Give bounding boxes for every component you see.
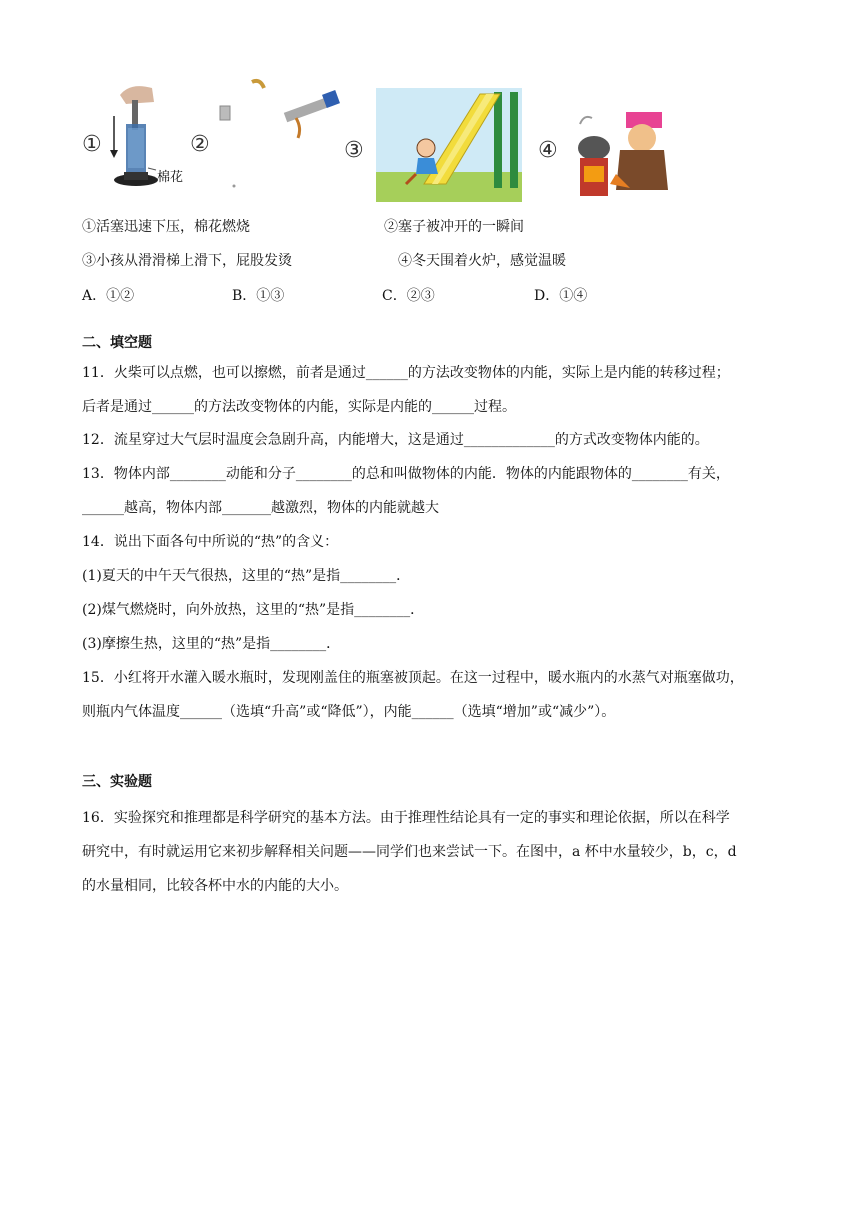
question-16-line-2: 研究中，有时就运用它来初步解释相关问题——同学们也来尝试一下。在图中，a 杯中水量较少，b，c，d (82, 844, 737, 860)
question-13-line-2: ______越高，物体内部_______越激烈，物体的内能就越大 (82, 500, 439, 516)
question-11-line-2: 后者是通过______的方法改变物体的内能，实际是内能的______过程。 (82, 399, 516, 415)
caption-2: ②塞子被冲开的一瞬间 (384, 219, 524, 235)
figure-1-label: ① (82, 132, 102, 157)
option-d: D．①④ (534, 288, 588, 304)
question-16-line-3: 的水量相同，比较各杯中水的内能的大小。 (82, 878, 348, 894)
option-b: B．①③ (232, 288, 285, 304)
slide-child-figure (376, 88, 522, 202)
question-14-part-3: (3)摩擦生热，这里的“热”是指________． (82, 636, 341, 652)
stove-child-figure (570, 104, 670, 200)
question-14-part-1: (1)夏天的中午天气很热，这里的“热”是指________． (82, 568, 411, 584)
question-14: 14．说出下面各句中所说的“热”的含义： (82, 534, 339, 550)
question-15-line-2: 则瓶内气体温度______（选填“升高”或“降低”），内能______（选填“增加”或“减少”）。 (82, 704, 616, 720)
cotton-label: 棉花 (157, 170, 184, 185)
section-3-title: 三、实验题 (82, 774, 152, 790)
question-11-line-1: 11．火柴可以点燃，也可以擦燃，前者是通过______的方法改变物体的内能，实际上是内能的转移过程； (82, 365, 730, 381)
question-12: 12．流星穿过大气层时温度会急剧升高，内能增大，这是通过_____________的方式改变物体内能的。 (82, 432, 709, 448)
question-15-line-1: 15．小红将开水灌入暖水瓶时，发现刚盖住的瓶塞被顶起。在这一过程中，暖水瓶内的水蒸气对瓶塞做功， (82, 670, 744, 686)
option-a: A．①② (82, 288, 135, 304)
test-tube-stopper-figure (212, 78, 344, 190)
figure-3-label: ③ (344, 138, 364, 163)
figure-4-label: ④ (538, 138, 558, 163)
caption-3: ③小孩从滑滑梯上滑下，屁股发烫 (82, 253, 292, 269)
option-c: C．②③ (382, 288, 435, 304)
figure-2-label: ② (190, 132, 210, 157)
question-14-part-2: (2)煤气燃烧时，向外放热，这里的“热”是指________． (82, 602, 425, 618)
question-13-line-1: 13．物体内部________动能和分子________的总和叫做物体的内能．物体的内能跟物体的________有关， (82, 466, 730, 482)
section-2-title: 二、填空题 (82, 335, 152, 351)
caption-4: ④冬天围着火炉，感觉温暖 (398, 253, 566, 269)
caption-1: ①活塞迅速下压，棉花燃烧 (82, 219, 250, 235)
question-16-line-1: 16．实验探究和推理都是科学研究的基本方法。由于推理性结论具有一定的事实和理论依据，所以在科学 (82, 810, 730, 826)
